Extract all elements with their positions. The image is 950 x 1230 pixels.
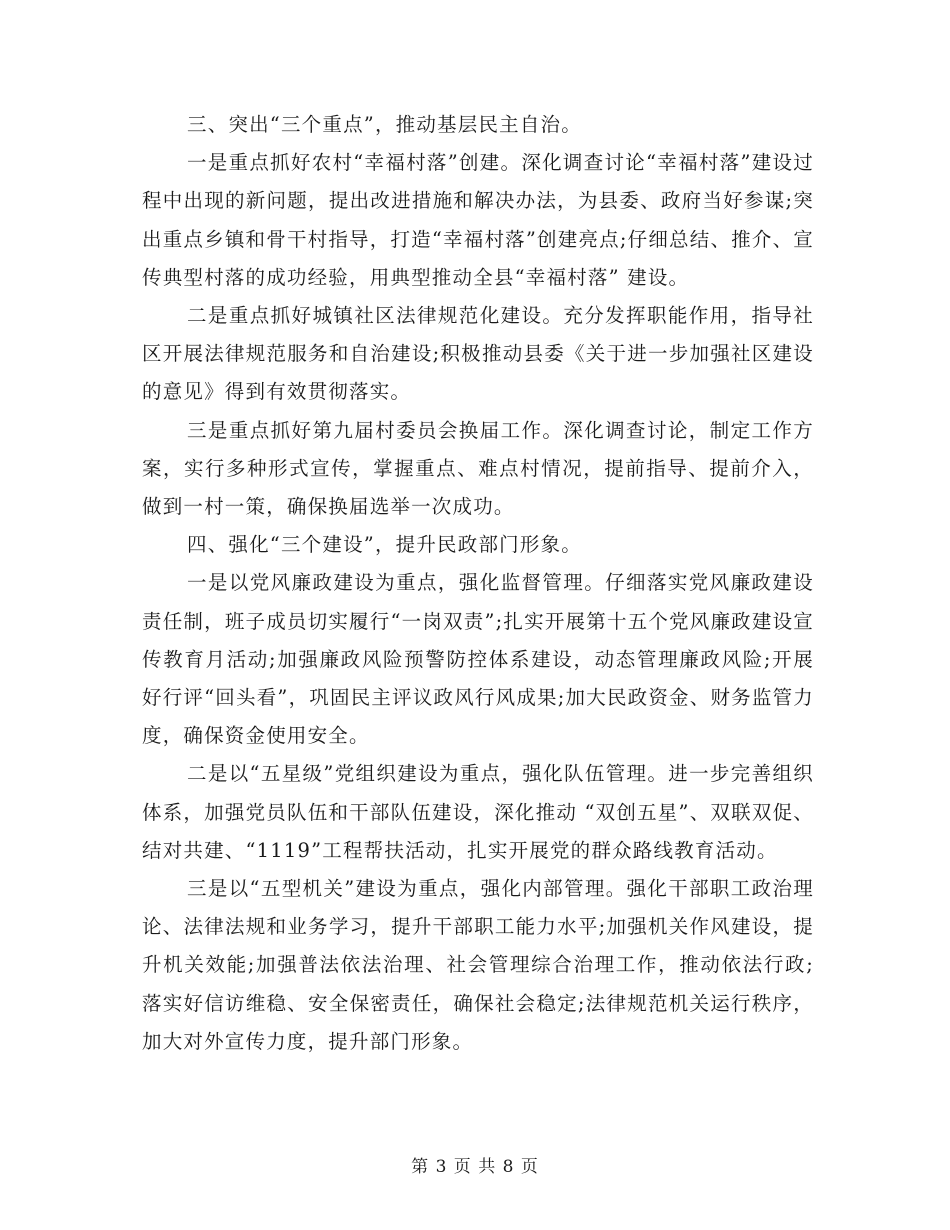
body-paragraph: 三是以“五型机关”建设为重点，强化内部管理。强化干部职工政治理论、法律法规和业务学习，提升干部职工能力水平;加强机关作风建设，提升机关效能;加强普法依法治理、社会管理综合治理工作，推动依法行政;落实好信访维稳、安全保密责任，确保社会稳定;法律规范机关运行秩序，加大对外宣传力度，提升部门形象。 [142,877,814,1053]
body-paragraph: 三是重点抓好第九届村委员会换届工作。深化调查讨论，制定工作方案，实行多种形式宣传，掌握重点、难点村情况，提前指导、提前介入，做到一村一策，确保换届选举一次成功。 [142,418,814,519]
body-paragraph: 二是重点抓好城镇社区法律规范化建设。充分发挥职能作用，指导社区开展法律规范服务和自治建设;积极推动县委《关于进一步加强社区建设的意见》得到有效贯彻落实。 [142,304,814,404]
page-number-footer: 第 3 页 共 8 页 [411,1157,539,1177]
body-paragraph: 一是以党风廉政建设为重点，强化监督管理。仔细落实党风廉政建设责任制，班子成员切实履行“一岗双责”;扎实开展第十五个党风廉政建设宣传教育月活动;加强廉政风险预警防控体系建设，动态管理廉政风险;开展好行评“回头看”，巩固民主评议政风行风成果;加大民政资金、财务监管力度，确保资金使用安全。 [142,571,814,748]
section-heading: 三、突出“三个重点”，推动基层民主自治。 [187,113,582,136]
section-heading: 四、强化“三个建设”，提升民政部门形象。 [187,533,582,557]
document-body [142,106,814,1061]
body-paragraph: 一是重点抓好农村“幸福村落”创建。深化调查讨论“幸福村落”建设过程中出现的新问题，提出改进措施和解决办法，为县委、政府当好参谋;突出重点乡镇和骨干村指导，打造“幸福村落”创建亮点;仔细总结、推介、宣传典型村落的成功经验，用典型推动全县“幸福村落” 建设。 [142,151,814,289]
body-paragraph: 二是以“五星级”党组织建设为重点，强化队伍管理。进一步完善组织体系，加强党员队伍和干部队伍建设，深化推动 “双创五星”、双联双促、结对共建、“1119”工程帮扶活动，扎实开展党的群众路线教育活动。 [142,762,814,862]
